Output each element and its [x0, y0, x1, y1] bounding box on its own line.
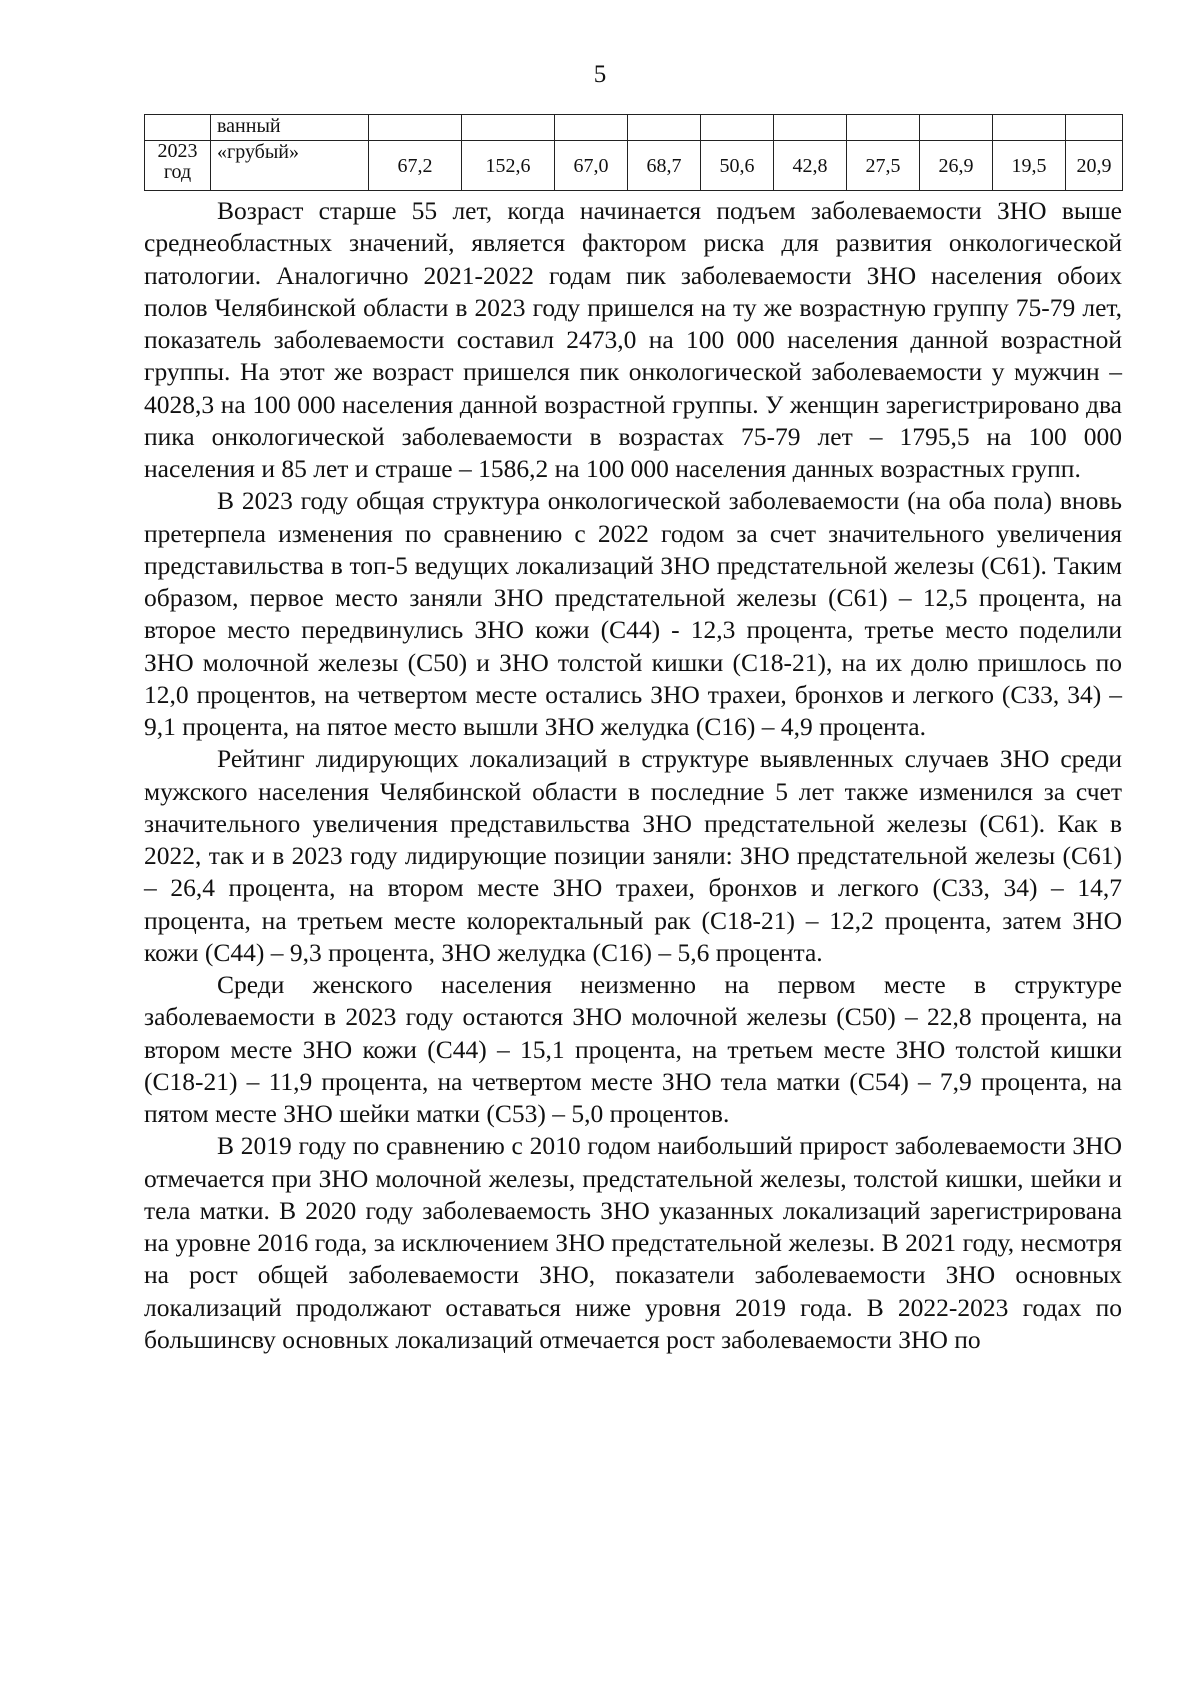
paragraph: Среди женского населения неизменно на первом месте в структуре заболеваемости в 2023 году остаются ЗНО молочной железы (С50) – 22,8 процента, на втором месте ЗНО кожи (С44) – 15,1 процента, на третьем месте ЗНО толстой кишки (С18-21) – 11,9 процента, на четвертом месте ЗНО тела матки (С54) – 7,9 процента, на пятом месте ЗНО шейки матки (С53) – 5,0 процентов. — [144, 970, 1122, 1128]
table-cell-name: «грубый» — [211, 141, 369, 191]
table-cell: 27,5 — [847, 141, 920, 191]
paragraph: В 2023 году общая структура онкологической заболеваемости (на оба пола) вновь претерпела изменения по сравнению с 2022 годом за счет значительного увеличения представильства в топ-5 ведущих локализаций ЗНО предстательной железы (С61). Таким образом, первое место заняли ЗНО предстательной железы (С61) – 12,5 процента, на второе место передвинулись ЗНО кожи (С44) - 12,3 процента, третье место поделили ЗНО молочной железы (С50) и ЗНО толстой кишки (С18-21), на их долю пришлось по 12,0 процентов, на четвертом месте остались ЗНО трахеи, бронхов и легкого (С33, 34) – 9,1 процента, на пятое место вышли ЗНО желудка (С16) – 4,9 процента. — [144, 486, 1122, 741]
table-cell — [555, 115, 628, 141]
table-cell: 26,9 — [920, 141, 993, 191]
table-cell: 67,0 — [555, 141, 628, 191]
table-cell: 50,6 — [701, 141, 774, 191]
table-cell: 152,6 — [462, 141, 555, 191]
incidence-table — [144, 114, 1123, 191]
table-row — [145, 141, 1123, 191]
page-number: 5 — [593, 61, 607, 88]
table-cell — [369, 115, 462, 141]
body-text — [144, 195, 1122, 1356]
table-cell-name: ванный — [211, 115, 369, 141]
table-cell — [774, 115, 847, 141]
table-cell — [1066, 115, 1123, 141]
table-cell-year — [145, 115, 211, 141]
table-cell: 67,2 — [369, 141, 462, 191]
table-cell — [628, 115, 701, 141]
paragraph: Рейтинг лидирующих локализаций в структуре выявленных случаев ЗНО среди мужского населения Челябинской области в последние 5 лет также изменился за счет значительного увеличения представильства ЗНО предстательной железы (С61). Как в 2022, так и в 2023 году лидирующие позиции заняли: ЗНО предстательной железы (С61) – 26,4 процента, на втором месте ЗНО трахеи, бронхов и легкого (С33, 34) – 14,7 процента, на третьем месте колоректальный рак (С18-21) – 12,2 процента, затем ЗНО кожи (С44) – 9,3 процента, ЗНО желудка (С16) – 5,6 процента. — [144, 744, 1122, 967]
table-row — [145, 115, 1123, 141]
table-cell: 19,5 — [993, 141, 1066, 191]
paragraph: В 2019 году по сравнению с 2010 годом наибольший прирост заболеваемости ЗНО отмечается при ЗНО молочной железы, предстательной железы, толстой кишки, шейки и тела матки. В 2020 году заболеваемость ЗНО указанных локализаций зарегистрирована на уровне 2016 года, за исключением ЗНО предстательной железы. В 2021 году, несмотря на рост общей заболеваемости ЗНО, показатели заболеваемости ЗНО основных локализаций продолжают оставаться ниже уровня 2019 года. В 2022-2023 годах по большинсву основных локализаций отмечается рост заболеваемости ЗНО по — [144, 1131, 1122, 1354]
table-cell: 42,8 — [774, 141, 847, 191]
table-cell — [847, 115, 920, 141]
paragraph: Возраст старше 55 лет, когда начинается подъем заболеваемости ЗНО выше среднеобластных значений, является фактором риска для развития онкологической патологии. Аналогично 2021-2022 годам пик заболеваемости ЗНО населения обоих полов Челябинской области в 2023 году пришелся на ту же возрастную группу 75-79 лет, показатель заболеваемости составил 2473,0 на 100 000 населения данной возрастной группы. На этот же возраст пришелся пик онкологической заболеваемости у мужчин – 4028,3 на 100 000 населения данной возрастной группы. У женщин зарегистрировано два пика онкологической заболеваемости в возрастах 75-79 лет – 1795,5 на 100 000 населения и 85 лет и страше – 1586,2 на 100 000 населения данных возрастных групп. — [144, 196, 1122, 483]
table-cell: 68,7 — [628, 141, 701, 191]
table-cell — [993, 115, 1066, 141]
table-cell — [920, 115, 993, 141]
table-cell — [701, 115, 774, 141]
table-cell-year: 2023 год — [145, 141, 211, 191]
table-fragment — [144, 114, 1123, 191]
table-cell: 20,9 — [1066, 141, 1123, 191]
table-cell — [462, 115, 555, 141]
